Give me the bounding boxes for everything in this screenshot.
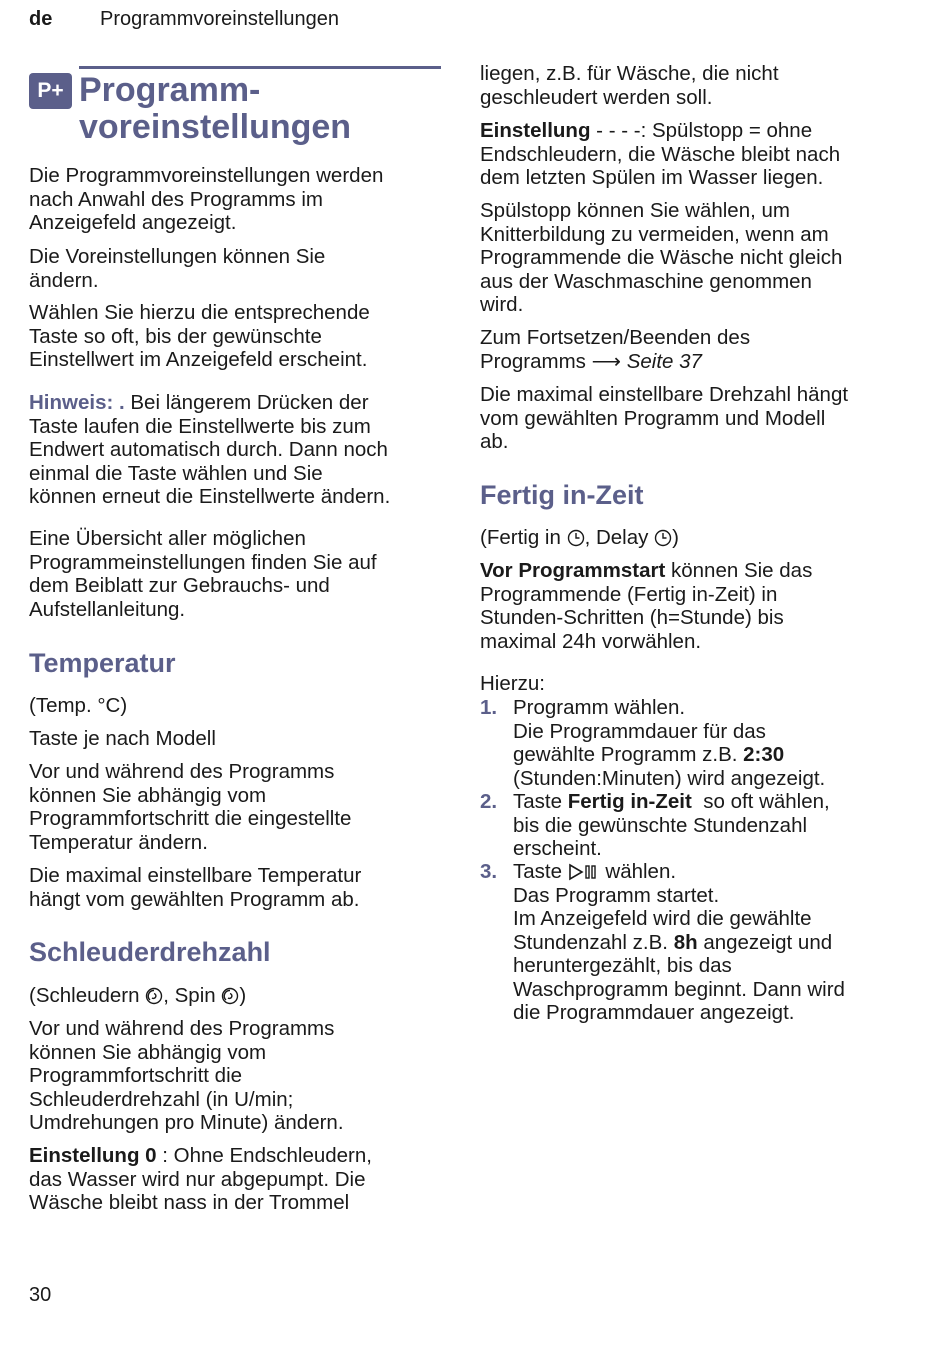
page-title <box>79 72 351 146</box>
header-title: Programmvoreinstellungen <box>100 8 340 30</box>
intro-paragraph-1: Die Programmvoreinstellungen werden nach Anwahl des Programms im Anzeigefeld angezeigt. <box>29 164 384 234</box>
page-title-line-2: voreinstellungen <box>79 108 352 146</box>
step-text: Programm wählen. Die Programmdauer für das gewählte Programm z.B. 2:30 (Stunden:Minuten) wird angezeigt. <box>513 696 826 790</box>
language-tag: de <box>29 8 53 30</box>
step-1 <box>480 696 900 790</box>
step-3 <box>480 860 900 1025</box>
spin-paragraph-2: Einstellung 0 : Ohne Endschleudern, das Wasser wird nur abgepumpt. Die Wäsche bleibt nass in der Trommel <box>29 1144 372 1214</box>
temperature-paragraph-2: Vor und während des Programms können Sie abhängig vom Programmfortschritt die eingestellte Temperatur ändern. <box>29 760 352 854</box>
intro-paragraph-2: Die Voreinstellungen können Sie ändern. <box>29 245 326 292</box>
spin-icon <box>221 987 239 1005</box>
clock-icon <box>567 529 585 547</box>
continue-reference-paragraph: Zum Fortsetzen/Beenden des Programms ⟶ Seite 37 <box>480 326 751 373</box>
max-speed-paragraph: Die maximal einstellbare Drehzahl hängt vom gewählten Programm und Modell ab. <box>480 383 849 453</box>
rinse-hold-paragraph-2: Einstellung - - - -: Spülstopp = ohne Endschleudern, die Wäsche bleibt nach dem letzten Spülen im Wasser liegen. <box>480 119 841 189</box>
start-pause-icon <box>568 863 600 881</box>
temperature-subtitle: (Temp. °C) <box>29 694 128 717</box>
step-number: 1. <box>480 696 498 719</box>
finish-time-paragraph-1: Vor Programmstart können Sie das Programmende (Fertig in-Zeit) in Stunden-Schritten (h=Stunde) bis maximal 24h vorwählen. <box>480 559 813 653</box>
step-2 <box>480 790 900 861</box>
spin-paragraph-1: Vor und während des Programms können Sie abhängig vom Programmfortschritt die Schleuderdrehzahl (in U/min; Umdrehungen pro Minute) ändern. <box>29 1017 344 1134</box>
arrow-right-icon: ⟶ <box>591 349 622 373</box>
title-rule <box>79 66 441 69</box>
page-title-line-1: Programm- <box>79 71 261 109</box>
spin-subtitle: (Schleudern , Spin ) <box>29 984 247 1007</box>
intro-paragraph-3: Wählen Sie hierzu die entsprechende Taste so oft, bis der gewünschte Einstellwert im Anzeigefeld erscheint. <box>29 301 370 371</box>
temperature-heading: Temperatur <box>29 648 176 678</box>
step-number: 3. <box>480 860 498 883</box>
spin-icon <box>145 987 163 1005</box>
step-text: Taste wählen. Das Programm startet. Im Anzeigefeld wird die gewählte Stundenzahl z.B. 8h angezeigt und heruntergezählt, bis das Waschprogramm beginnt. Dann wird die Programmdauer angezeigt. <box>513 860 845 1024</box>
overview-paragraph: Eine Übersicht aller möglichen Programmeinstellungen finden Sie auf dem Beiblatt zur Gebrauchs- und Aufstellanleitung. <box>29 527 377 621</box>
rinse-hold-paragraph-3: Spülstopp können Sie wählen, um Knitterbildung zu vermeiden, wenn am Programmende die Wäsche nicht gleich aus der Waschmaschine genommen wird. <box>480 199 843 316</box>
hint-label: Hinweis: . <box>29 391 125 414</box>
temperature-paragraph-1: Taste je nach Modell <box>29 727 216 750</box>
step-text: Taste Fertig in-Zeit so oft wählen, bis die gewünschte Stundenzahl erscheint. <box>513 790 830 860</box>
steps-intro: Hierzu: <box>480 672 545 695</box>
finish-time-heading: Fertig in-Zeit <box>480 480 644 510</box>
hint-paragraph: Hinweis: . Bei längerem Drücken der Taste laufen die Einstellwerte bis zum Endwert automatisch durch. Dann noch einmal die Taste wählen und Sie können erneut die Einstellwerte ändern. <box>29 391 391 508</box>
finish-time-subtitle: (Fertig in , Delay ) <box>480 526 679 549</box>
program-preset-icon: P+ <box>29 73 72 109</box>
page-number: 30 <box>29 1284 52 1306</box>
temperature-paragraph-3: Die maximal einstellbare Temperatur hängt vom gewählten Programm ab. <box>29 864 362 911</box>
clock-icon <box>654 529 672 547</box>
step-number: 2. <box>480 790 498 813</box>
spin-speed-heading: Schleuderdrehzahl <box>29 937 271 967</box>
page-reference-link[interactable]: Seite 37 <box>621 349 702 373</box>
rinse-hold-paragraph-1: liegen, z.B. für Wäsche, die nicht geschleudert werden soll. <box>480 62 779 109</box>
